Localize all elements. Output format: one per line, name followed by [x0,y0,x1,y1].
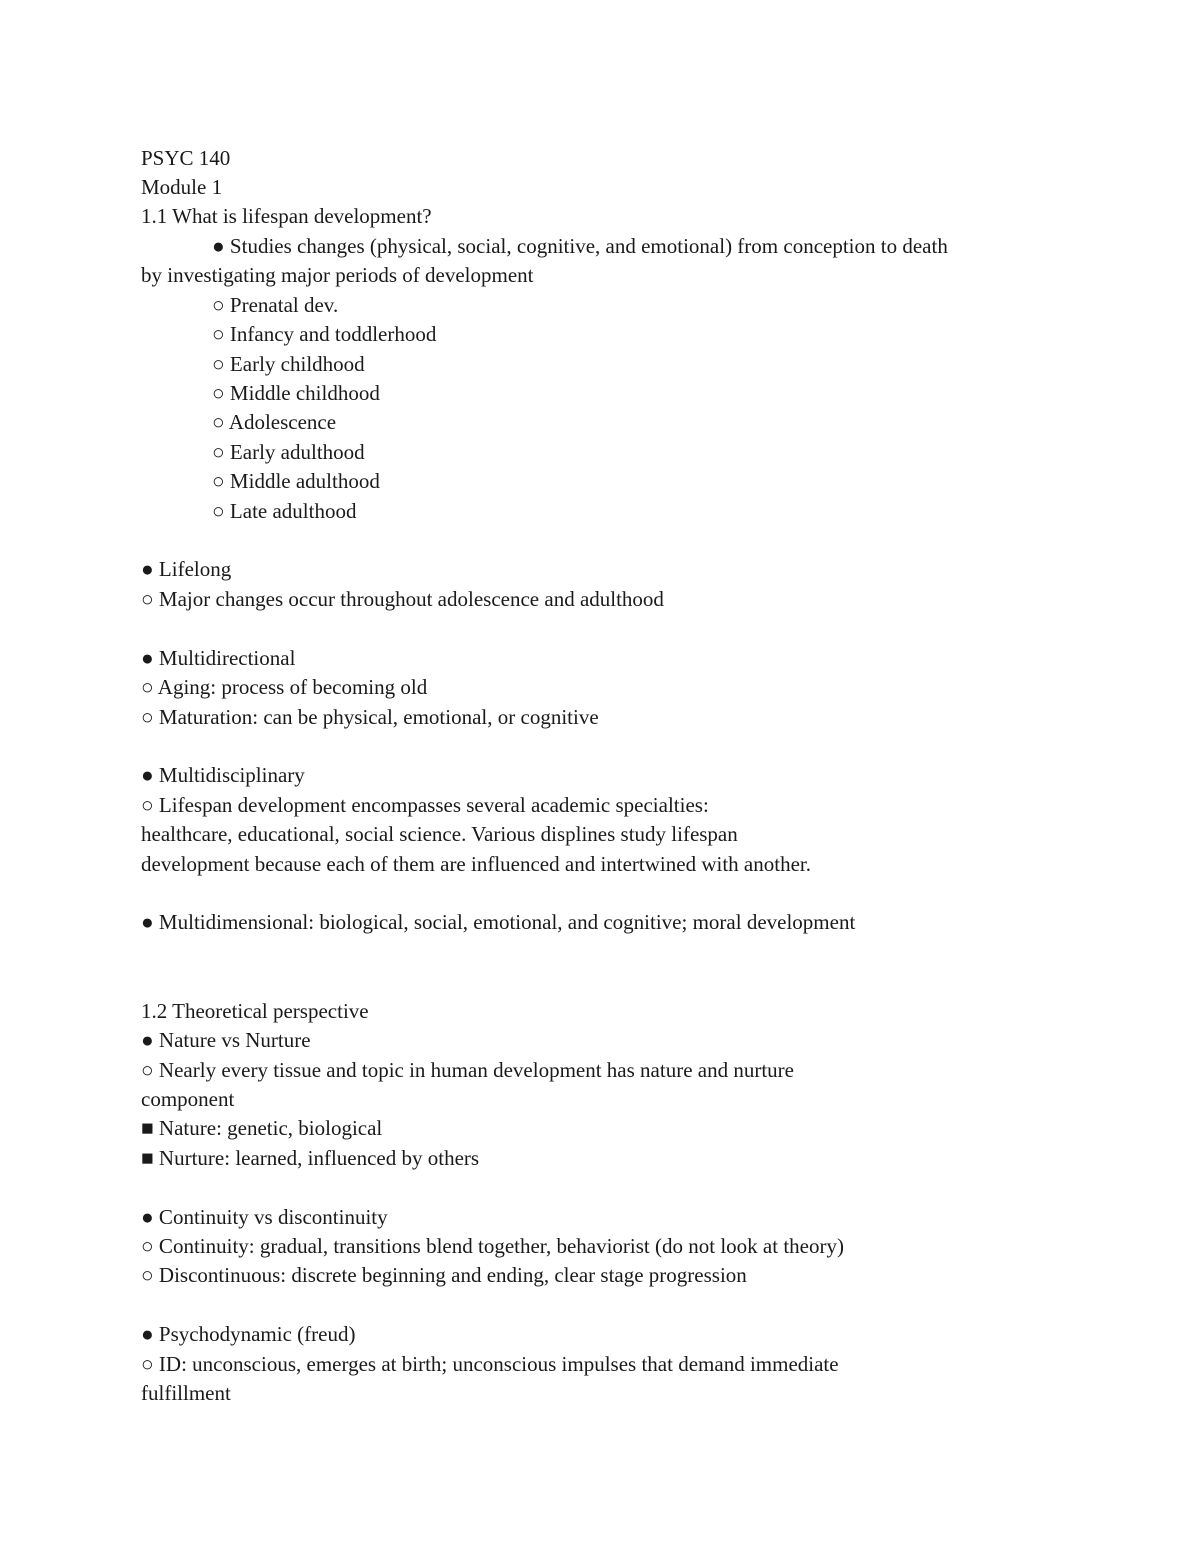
list-item: ○ Middle adulthood [212,469,380,493]
text-line: ● Continuity vs discontinuity [141,1205,388,1229]
list-item: ○ Adolescence [212,410,337,434]
list-item: ○ Late adulthood [212,499,357,523]
text-line: ● Studies changes (physical, social, cognitive, and emotional) from conception to death [212,234,948,258]
text-line: ○ Aging: process of becoming old [141,675,428,699]
text-line: development because each of them are influenced and intertwined with another. [141,852,811,876]
course-title: PSYC 140 [141,146,231,170]
text-line: ○ Nearly every tissue and topic in human development has nature and nurture [141,1058,794,1082]
module-title: Module 1 [141,175,223,199]
list-item: ○ Early childhood [212,352,365,376]
text-line: component [141,1087,235,1111]
section-heading: 1.1 What is lifespan development? [141,204,432,228]
text-line: ● Multidimensional: biological, social, emotional, and cognitive; moral development [141,910,856,934]
text-line: ○ Continuity: gradual, transitions blend together, behaviorist (do not look at theory) [141,1234,844,1258]
list-item: ○ Early adulthood [212,440,365,464]
list-item: ○ Infancy and toddlerhood [212,322,437,346]
list-item: ○ Prenatal dev. [212,293,339,317]
text-line: ● Nature vs Nurture [141,1028,311,1052]
text-line: ○ Maturation: can be physical, emotional, or cognitive [141,705,599,729]
list-item: ○ Middle childhood [212,381,380,405]
text-line: ■ Nurture: learned, influenced by others [141,1146,480,1170]
text-line: fulfillment [141,1381,231,1405]
text-line: by investigating major periods of development [141,263,534,287]
text-line: ● Multidisciplinary [141,763,305,787]
text-line: ○ Major changes occur throughout adolescence and adulthood [141,587,664,611]
text-line: ○ Lifespan development encompasses several academic specialties: [141,793,709,817]
text-line: ● Lifelong [141,557,232,581]
text-line: healthcare, educational, social science. Various displines study lifespan [141,822,738,846]
text-line: ○ Discontinuous: discrete beginning and ending, clear stage progression [141,1263,747,1287]
text-line: ● Multidirectional [141,646,296,670]
text-line: ● Psychodynamic (freud) [141,1322,356,1346]
text-line: ■ Nature: genetic, biological [141,1116,383,1140]
section-heading: 1.2 Theoretical perspective [141,999,369,1023]
text-line: ○ ID: unconscious, emerges at birth; unconscious impulses that demand immediate [141,1352,839,1376]
